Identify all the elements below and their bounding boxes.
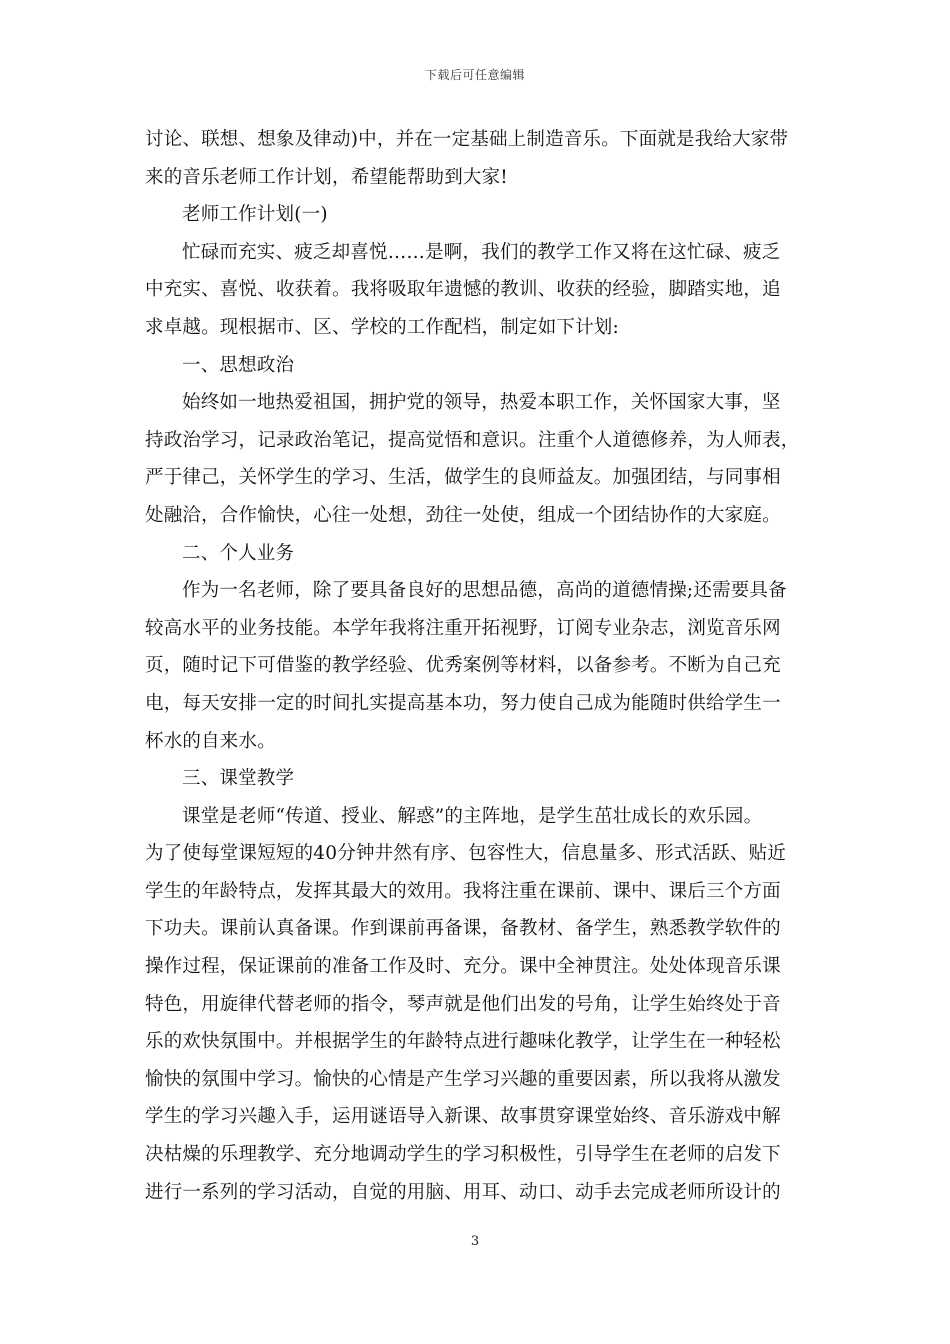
text-line: 中充实、喜悦、收获着。我将吸取年遗憾的教训、收获的经验，脚踏实地，追 (145, 279, 781, 301)
text-line: 老师工作计划(一) (182, 204, 328, 226)
text-line: 操作过程，保证课前的准备工作及时、充分。课中全神贯注。处处体现音乐课 (145, 956, 781, 978)
text-line: 严于律己，关怀学生的学习、生活，做学生的良师益友。加强团结，与同事相 (145, 467, 781, 489)
text-line: 忙碌而充实、疲乏却喜悦……是啊，我们的教学工作又将在这忙碌、疲乏 (182, 241, 781, 263)
page-number: 3 (470, 1234, 480, 1249)
text-line: 一、思想政治 (182, 354, 295, 376)
text-line: 学生的年龄特点，发挥其最大的效用。我将注重在课前、课中、课后三个方面 (145, 880, 781, 902)
text-line: 下功夫。课前认真备课。作到课前再备课，备教材、备学生，熟悉教学软件的 (145, 918, 781, 940)
text-line: 决枯燥的乐理教学、充分地调动学生的学习积极性，引导学生在老师的启发下 (145, 1144, 781, 1166)
text-line: 特色，用旋律代替老师的指令，琴声就是他们出发的号角，让学生始终处于音 (145, 993, 781, 1015)
text-line: 学生的学习兴趣入手，运用谜语导入新课、故事贯穿课堂始终、音乐游戏中解 (145, 1106, 781, 1128)
text-line: 三、课堂教学 (182, 768, 295, 790)
text-line: 进行一系列的学习活动，自觉的用脑、用耳、动口、动手去完成老师所设计的 (145, 1181, 781, 1203)
text-line: 二、个人业务 (182, 542, 295, 564)
text-line: 较高水平的业务技能。本学年我将注重开拓视野，订阅专业杂志，浏览音乐网 (145, 617, 781, 639)
text-line: 作为一名老师，除了要具备良好的思想品德，高尚的道德情操;还需要具备 (182, 580, 787, 602)
text-line: 愉快的氛围中学习。愉快的心情是产生学习兴趣的重要因素，所以我将从激发 (145, 1068, 781, 1090)
text-line: 求卓越。现根据市、区、学校的工作配档，制定如下计划: (145, 316, 619, 338)
text-line: 为了使每堂课短短的40分钟井然有序、包容性大，信息量多、形式活跃、贴近 (145, 843, 787, 865)
text-line: 杯水的自来水。 (145, 730, 276, 752)
text-line: 电，每天安排一定的时间扎实提高基本功，努力使自己成为能随时供给学生一 (145, 692, 781, 714)
text-line: 课堂是老师“传道、授业、解惑”的主阵地，是学生茁壮成长的欢乐园。 (182, 805, 763, 827)
page-header: 下载后可任意编辑 (424, 68, 525, 82)
document-body (145, 121, 810, 1211)
text-line: 处融洽，合作愉快，心往一处想，劲往一处使，组成一个团结协作的大家庭。 (145, 504, 781, 526)
text-line: 始终如一地热爱祖国，拥护党的领导，热爱本职工作，关怀国家大事，坚 (182, 392, 781, 414)
text-line: 来的音乐老师工作计划，希望能帮助到大家! (145, 166, 508, 188)
text-line: 持政治学习，记录政治笔记，提高觉悟和意识。注重个人道德修养，为人师表， (145, 429, 800, 451)
text-line: 乐的欢快氛围中。并根据学生的年龄特点进行趣味化教学，让学生在一种轻松 (145, 1031, 781, 1053)
text-line: 页，随时记下可借鉴的教学经验、优秀案例等材料，以备参考。不断为自己充 (145, 655, 781, 677)
text-line: 讨论、联想、想象及律动)中，并在一定基础上制造音乐。下面就是我给大家带 (145, 129, 789, 150)
